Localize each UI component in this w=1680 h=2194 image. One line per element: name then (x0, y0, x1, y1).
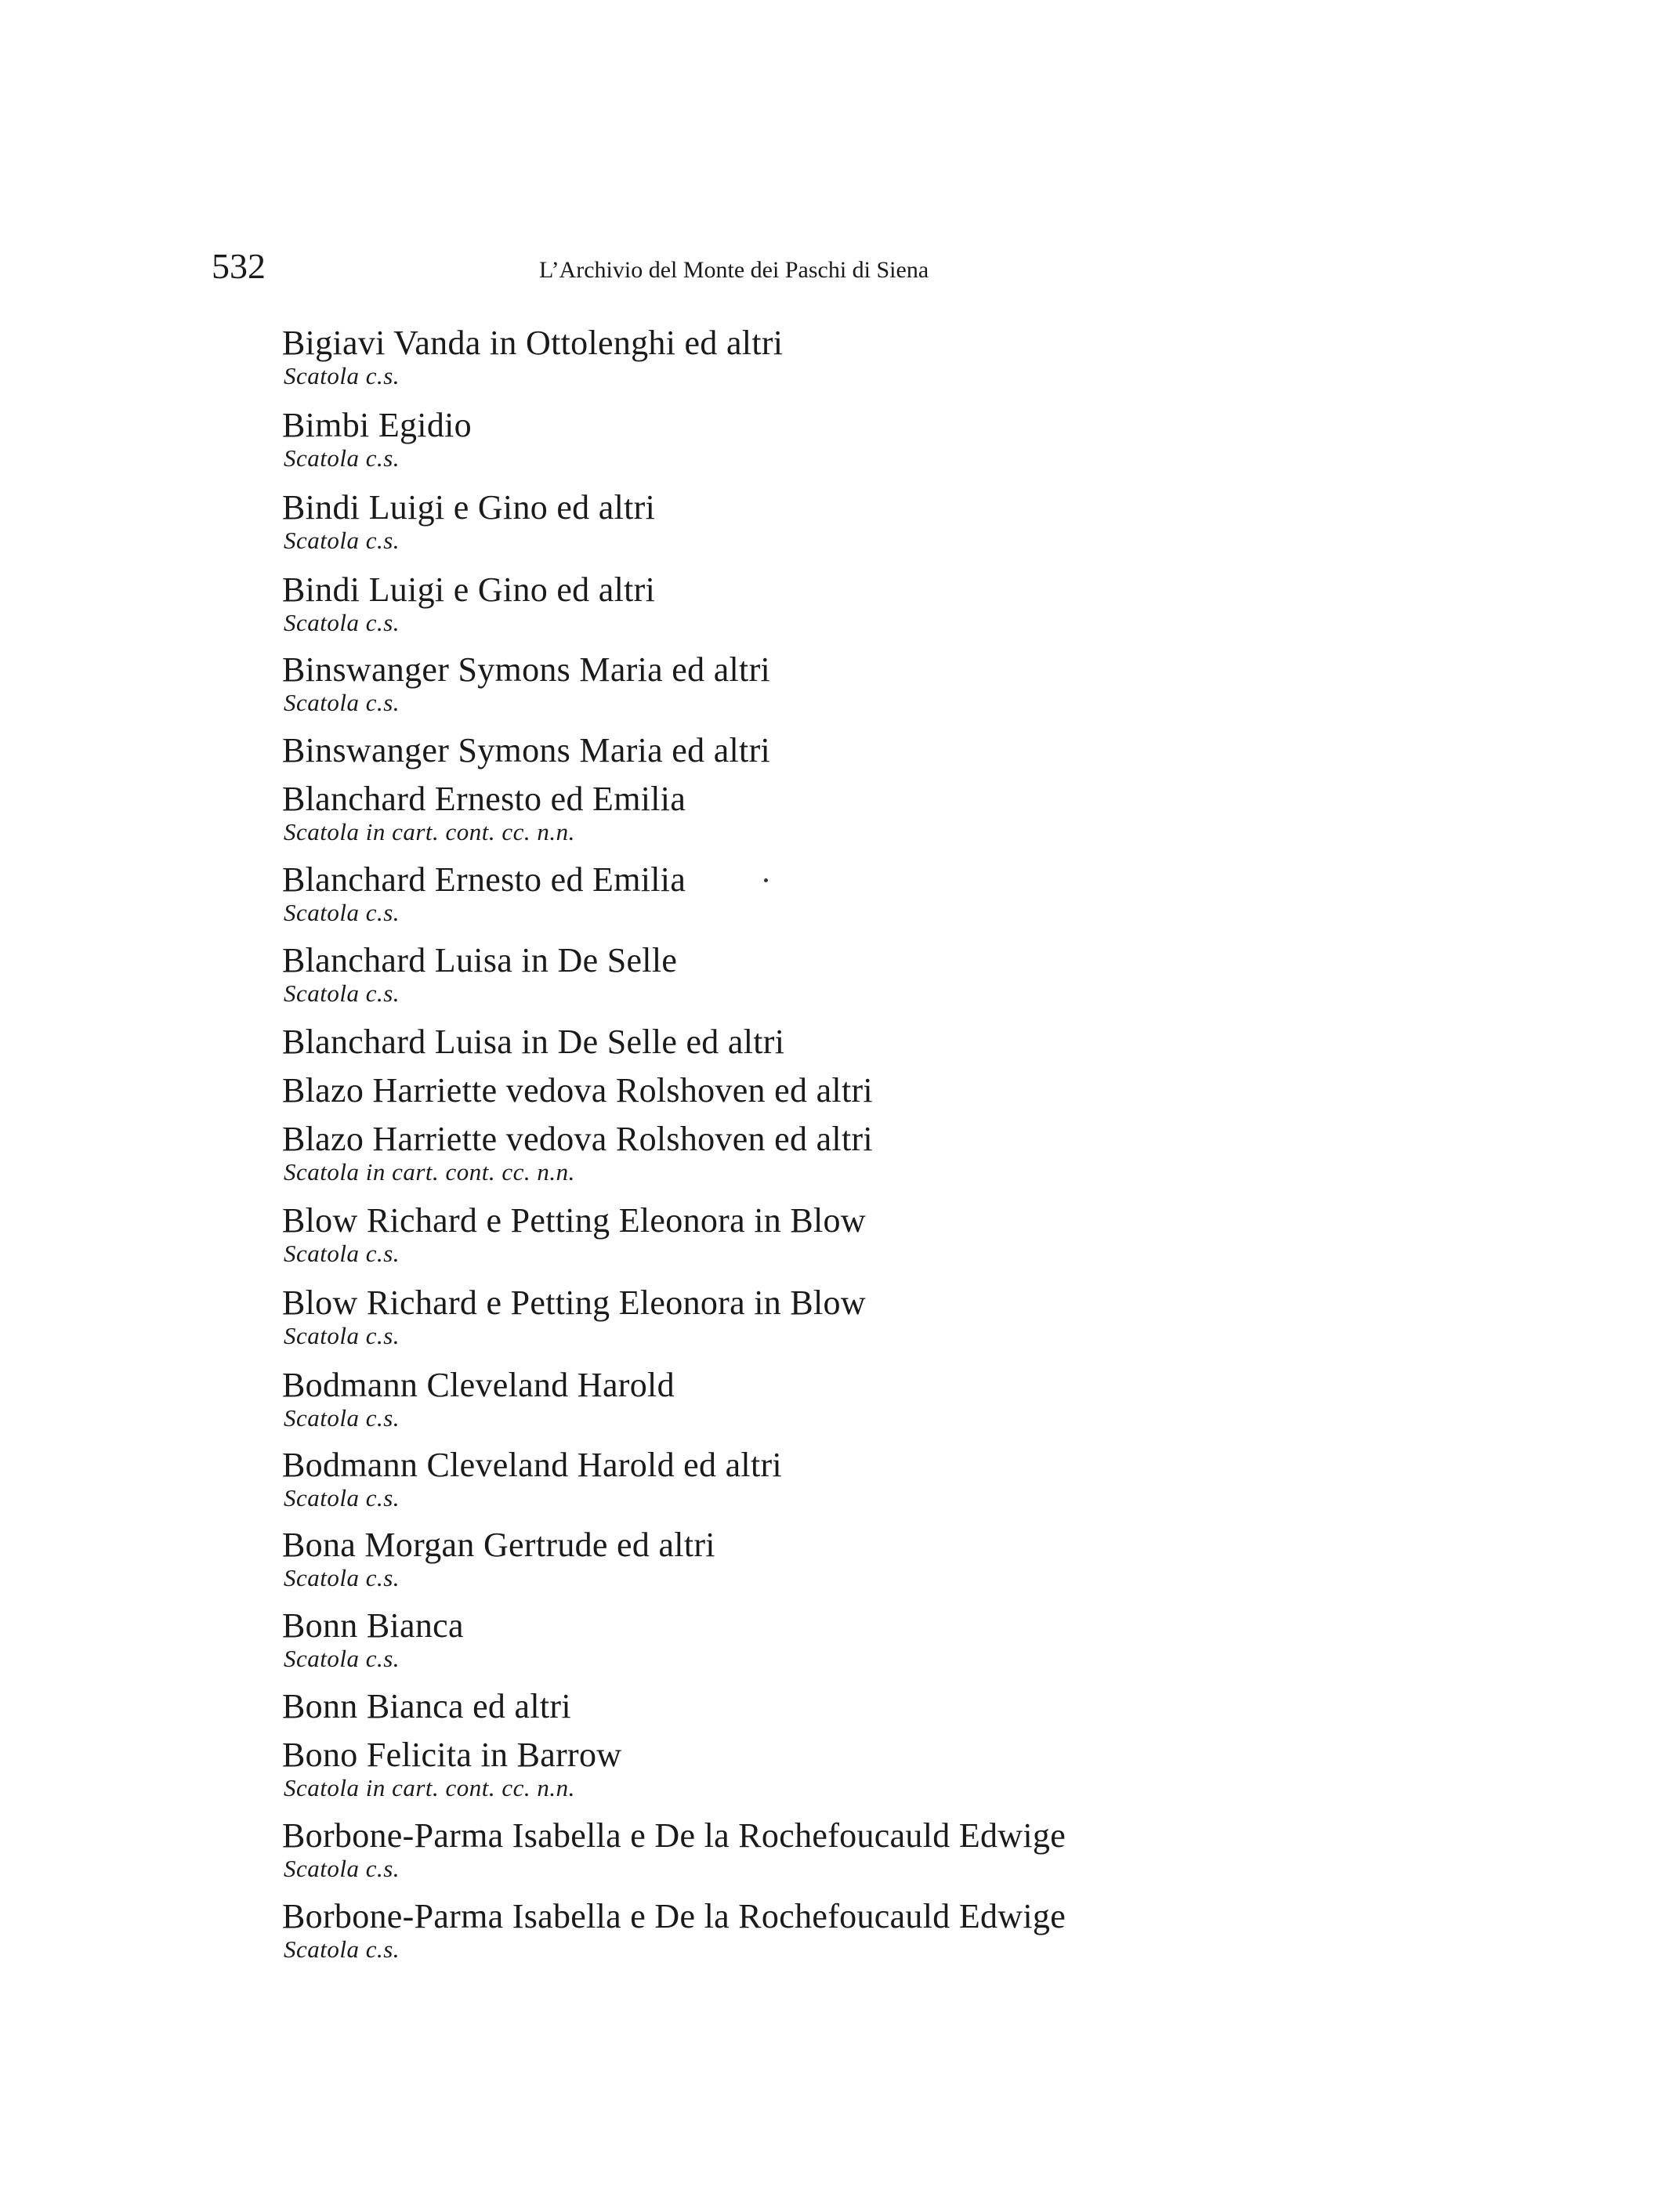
entry-note: Scatola c.s. (284, 1564, 400, 1591)
entry-title: Bonn Bianca ed altri (282, 1687, 571, 1725)
entry-title: Borbone-Parma Isabella e De la Rochefoucauld Edwige (282, 1816, 1066, 1855)
entry-title: Bindi Luigi e Gino ed altri (282, 570, 656, 609)
entry-title: Binswanger Symons Maria ed altri (282, 650, 771, 689)
entry-note: Scatola in cart. cont. cc. n.n. (284, 1774, 575, 1801)
entry-note: Scatola c.s. (284, 1645, 400, 1672)
entry-title: Blazo Harriette vedova Rolshoven ed altri (282, 1071, 873, 1110)
entry-note: Scatola in cart. cont. cc. n.n. (284, 818, 575, 845)
entry-title: Blanchard Luisa in De Selle (282, 941, 678, 979)
entry-note: Scatola c.s. (284, 1404, 400, 1432)
entry-title: Blanchard Ernesto ed Emilia (282, 780, 686, 818)
entry-note: Scatola c.s. (284, 527, 400, 554)
entry-title: Binswanger Symons Maria ed altri (282, 731, 771, 769)
entry-note: Scatola c.s. (284, 899, 400, 926)
page-header (212, 239, 1026, 294)
entry-note: Scatola c.s. (284, 1484, 400, 1512)
entry-title: Bono Felicita in Barrow (282, 1736, 622, 1774)
entry-title: Bigiavi Vanda in Ottolenghi ed altri (282, 324, 784, 362)
print-speck (764, 878, 768, 882)
entry-note: Scatola c.s. (284, 1240, 400, 1267)
entry-title: Bonn Bianca (282, 1606, 464, 1645)
entry-note: Scatola c.s. (284, 979, 400, 1007)
entry-note: Scatola c.s. (284, 1855, 400, 1882)
entry-title: Borbone-Parma Isabella e De la Rochefoucauld Edwige (282, 1897, 1066, 1935)
entry-title: Blow Richard e Petting Eleonora in Blow (282, 1201, 866, 1240)
entry-title: Bindi Luigi e Gino ed altri (282, 488, 656, 527)
running-title: L’Archivio del Monte dei Paschi di Siena (539, 257, 929, 283)
entry-title: Blanchard Ernesto ed Emilia (282, 860, 686, 899)
entry-note: Scatola c.s. (284, 444, 400, 472)
page-number: 532 (212, 246, 266, 286)
entry-title: Bona Morgan Gertrude ed altri (282, 1526, 715, 1564)
entry-note: Scatola c.s. (284, 1935, 400, 1963)
entry-title: Blow Richard e Petting Eleonora in Blow (282, 1283, 866, 1322)
entry-title: Blazo Harriette vedova Rolshoven ed altri (282, 1120, 873, 1158)
entry-note: Scatola c.s. (284, 689, 400, 716)
entry-title: Bodmann Cleveland Harold ed altri (282, 1446, 782, 1484)
entry-note: Scatola c.s. (284, 362, 400, 389)
entry-title: Bimbi Egidio (282, 406, 472, 444)
entry-note: Scatola c.s. (284, 1322, 400, 1349)
entry-note: Scatola in cart. cont. cc. n.n. (284, 1158, 575, 1186)
entry-note: Scatola c.s. (284, 609, 400, 636)
entry-title: Bodmann Cleveland Harold (282, 1366, 675, 1404)
entry-title: Blanchard Luisa in De Selle ed altri (282, 1023, 785, 1061)
